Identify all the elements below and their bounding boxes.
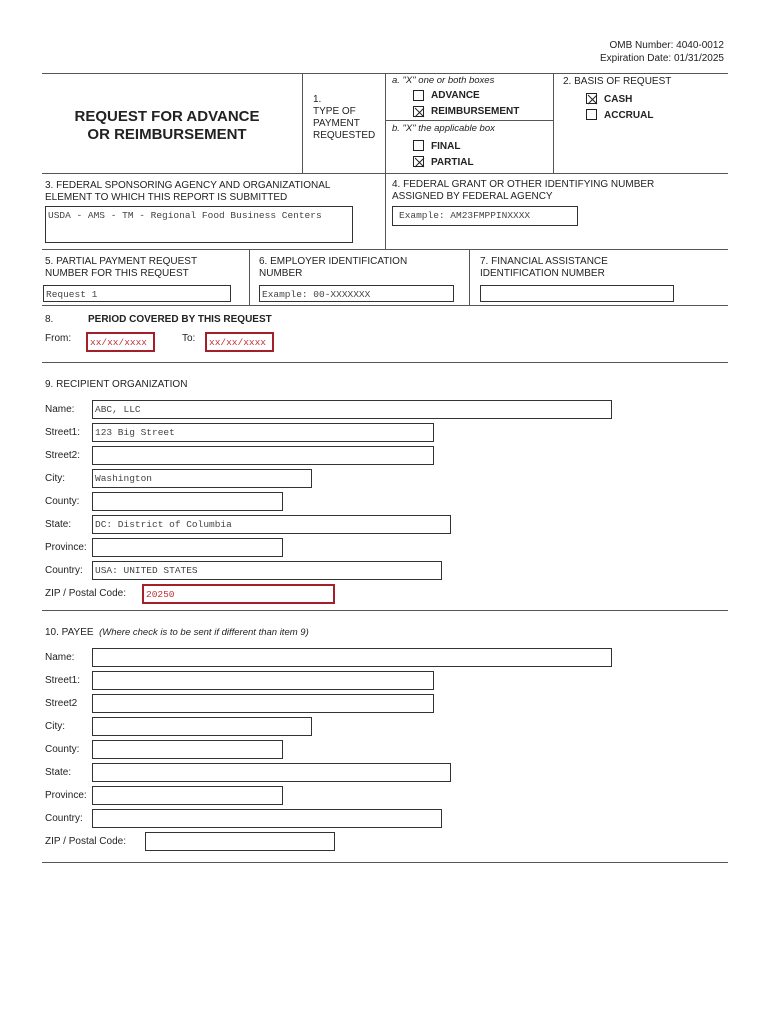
final-label: FINAL (431, 141, 461, 152)
employer-id-field[interactable]: Example: 00-XXXXXXX (259, 285, 454, 302)
item1-b-instruction: b. "X" the applicable box (392, 123, 495, 134)
recipient-street2-label: Street2: (45, 450, 81, 461)
payee-state-field[interactable] (92, 763, 451, 782)
period-from-field[interactable]: xx/xx/xxxx (86, 332, 155, 352)
item6-label-line1: 6. EMPLOYER IDENTIFICATION (259, 256, 408, 267)
recipient-province-field[interactable] (92, 538, 283, 557)
expiration-date: Expiration Date: 01/31/2025 (600, 53, 724, 64)
reimbursement-label: REIMBURSEMENT (431, 106, 520, 117)
item7-label-line1: 7. FINANCIAL ASSISTANCE (480, 256, 608, 267)
cash-label: CASH (604, 94, 633, 105)
partial-payment-number-field[interactable]: Request 1 (43, 285, 231, 302)
recipient-zip-field[interactable]: 20250 (142, 584, 335, 604)
item4-label-line2: ASSIGNED BY FEDERAL AGENCY (392, 191, 553, 202)
item4-label-line1: 4. FEDERAL GRANT OR OTHER IDENTIFYING NUMBER (392, 179, 655, 190)
item3-label-line2: ELEMENT TO WHICH THIS REPORT IS SUBMITTED (45, 192, 288, 203)
item10-title: 10. PAYEE (45, 627, 94, 638)
recipient-state-label: State: (45, 519, 72, 530)
omb-number: OMB Number: 4040-0012 (609, 40, 724, 51)
payee-province-field[interactable] (92, 786, 283, 805)
recipient-city-label: City: (45, 473, 65, 484)
financial-assistance-id-field[interactable] (480, 285, 674, 302)
cash-checkbox[interactable] (586, 93, 597, 104)
item6-label-line2: NUMBER (259, 268, 303, 279)
payee-province-label: Province: (45, 790, 87, 801)
payee-name-label: Name: (45, 652, 75, 663)
payee-city-label: City: (45, 721, 65, 732)
payee-country-label: Country: (45, 813, 83, 824)
reimbursement-checkbox[interactable] (413, 106, 424, 117)
item3-label-line1: 3. FEDERAL SPONSORING AGENCY AND ORGANIZATIONAL (45, 180, 331, 191)
item5-label-line2: NUMBER FOR THIS REQUEST (45, 268, 189, 279)
payee-county-label: County: (45, 744, 80, 755)
to-label: To: (182, 333, 196, 344)
recipient-street2-field[interactable] (92, 446, 434, 465)
item1-label-line3: REQUESTED (313, 130, 376, 141)
item1-a-instruction: a. "X" one or both boxes (392, 75, 495, 86)
from-label: From: (45, 333, 72, 344)
payee-city-field[interactable] (92, 717, 312, 736)
payee-street2-field[interactable] (92, 694, 434, 713)
item8-number: 8. (45, 314, 54, 325)
item10-label (45, 627, 309, 639)
advance-checkbox[interactable] (413, 90, 424, 101)
recipient-name-field[interactable]: ABC, LLC (92, 400, 612, 419)
form-title-line2: OR REIMBURSEMENT (87, 126, 247, 143)
item5-label-line1: 5. PARTIAL PAYMENT REQUEST (45, 256, 198, 267)
agency-field[interactable]: USDA - AMS - TM - Regional Food Business Centers (45, 206, 353, 243)
item10-sublabel: (Where check is to be sent if different than item 9) (99, 627, 309, 638)
advance-label: ADVANCE (431, 90, 480, 101)
recipient-city-field[interactable]: Washington (92, 469, 312, 488)
recipient-street1-field[interactable]: 123 Big Street (92, 423, 434, 442)
accrual-checkbox[interactable] (586, 109, 597, 120)
recipient-province-label: Province: (45, 542, 87, 553)
item9-label: 9. RECIPIENT ORGANIZATION (45, 379, 188, 390)
item1-label-line1: TYPE OF (313, 106, 356, 117)
payee-name-field[interactable] (92, 648, 612, 667)
payee-street1-field[interactable] (92, 671, 434, 690)
payee-zip-label: ZIP / Postal Code: (45, 836, 126, 847)
final-checkbox[interactable] (413, 140, 424, 151)
form-title-line1: REQUEST FOR ADVANCE (74, 108, 260, 125)
recipient-state-field[interactable]: DC: District of Columbia (92, 515, 451, 534)
payee-street1-label: Street1: (45, 675, 81, 686)
recipient-zip-label: ZIP / Postal Code: (45, 588, 126, 599)
item1-number: 1. (313, 94, 322, 105)
item7-label-line2: IDENTIFICATION NUMBER (480, 268, 605, 279)
payee-state-label: State: (45, 767, 72, 778)
period-to-field[interactable]: xx/xx/xxxx (205, 332, 274, 352)
recipient-street1-label: Street1: (45, 427, 81, 438)
payee-county-field[interactable] (92, 740, 283, 759)
item8-label: PERIOD COVERED BY THIS REQUEST (88, 314, 272, 325)
payee-country-field[interactable] (92, 809, 442, 828)
partial-label: PARTIAL (431, 157, 474, 168)
payee-street2-label: Street2 (45, 698, 78, 709)
recipient-name-label: Name: (45, 404, 75, 415)
payee-zip-field[interactable] (145, 832, 335, 851)
grant-number-field[interactable]: Example: AM23FMPPINXXXX (392, 206, 578, 226)
partial-checkbox[interactable] (413, 156, 424, 167)
check-x-icon (414, 157, 425, 168)
recipient-country-label: Country: (45, 565, 83, 576)
recipient-county-field[interactable] (92, 492, 283, 511)
recipient-country-field[interactable]: USA: UNITED STATES (92, 561, 442, 580)
accrual-label: ACCRUAL (604, 110, 654, 121)
item2-label: 2. BASIS OF REQUEST (563, 76, 672, 87)
item1-label-line2: PAYMENT (313, 118, 360, 129)
recipient-county-label: County: (45, 496, 80, 507)
check-x-icon (587, 94, 598, 105)
check-x-icon (414, 107, 425, 118)
